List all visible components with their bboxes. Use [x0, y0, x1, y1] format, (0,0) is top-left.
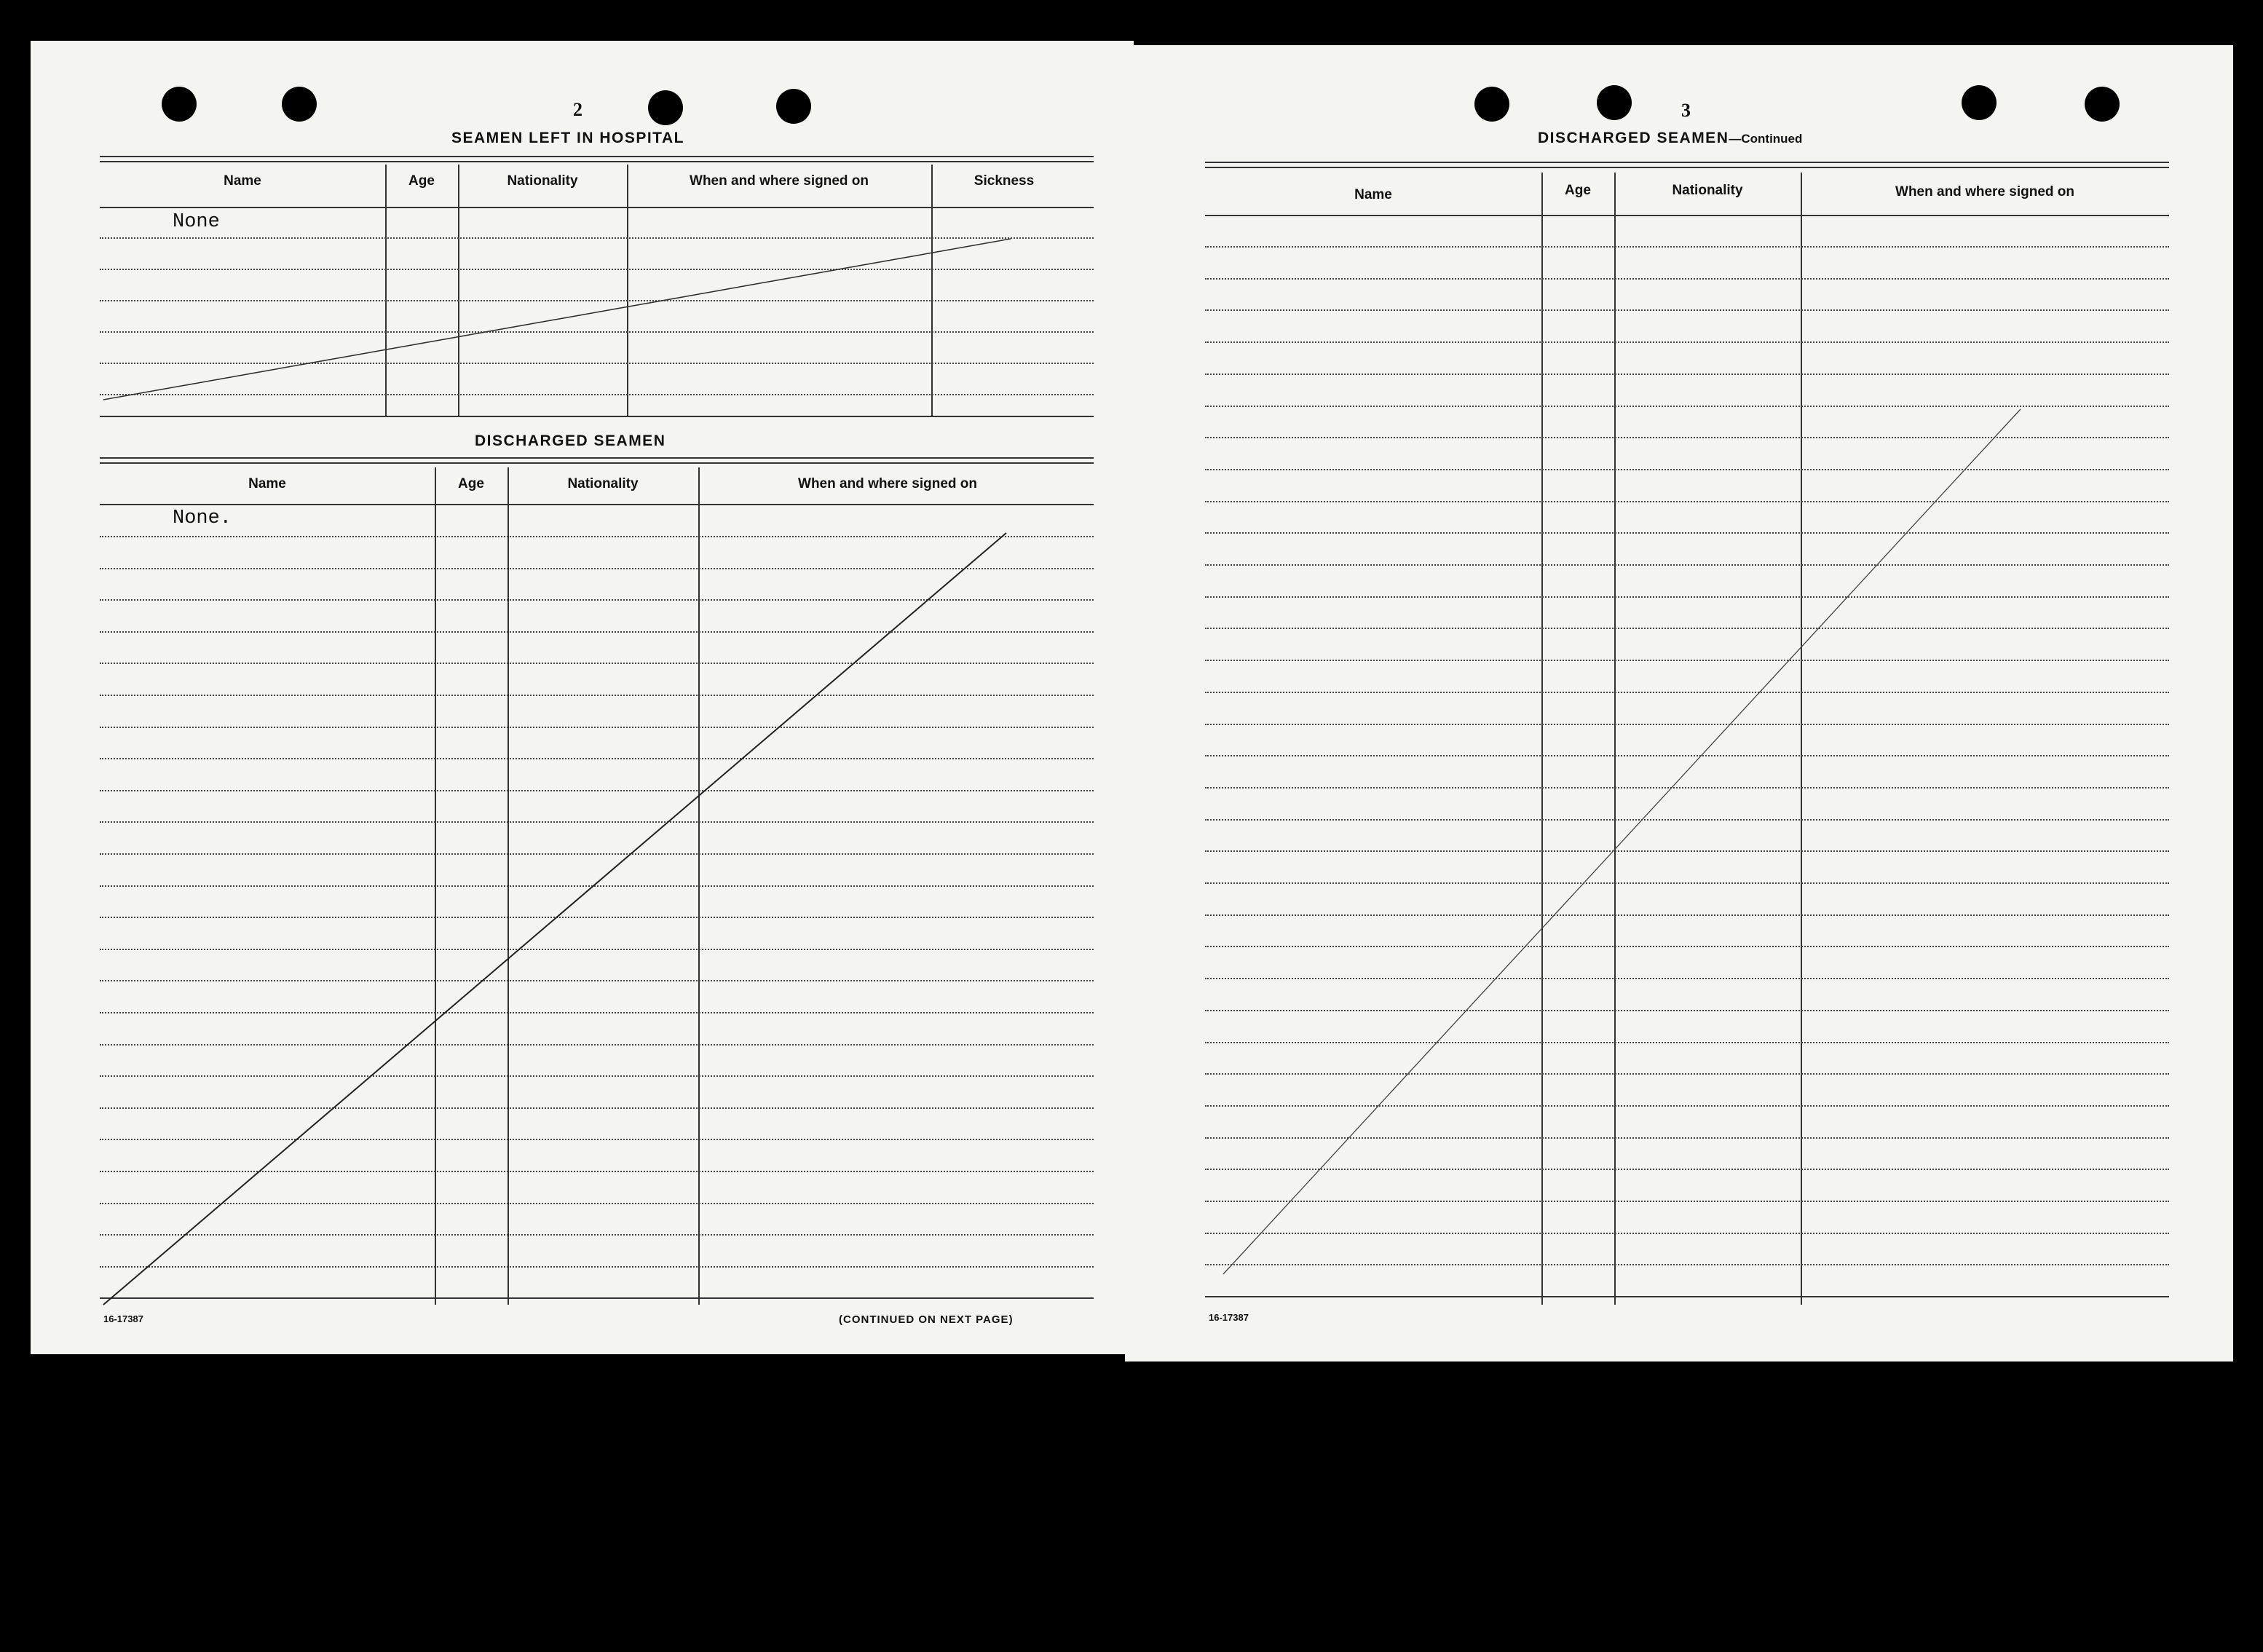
form-number: 16-17387 — [103, 1313, 143, 1324]
column-header-age: Age — [1565, 183, 1591, 198]
discharged-section-title: DISCHARGED SEAMEN — [475, 432, 666, 449]
column-header-nationality: Nationality — [567, 476, 639, 491]
column-header-signed-on: When and where signed on — [690, 173, 869, 189]
title-suffix: —Continued — [1729, 132, 1803, 146]
continued-note: (CONTINUED ON NEXT PAGE) — [839, 1313, 1014, 1326]
hospital-section-title: SEAMEN LEFT IN HOSPITAL — [451, 130, 684, 146]
column-header-sickness: Sickness — [973, 173, 1035, 189]
page-number: 2 — [573, 99, 582, 120]
strike-lines — [31, 41, 1134, 1354]
form-number: 16-17387 — [1209, 1312, 1249, 1323]
column-header-name: Name — [224, 173, 261, 189]
column-header-name: Name — [1354, 187, 1392, 202]
strike-line-continued — [1223, 409, 2021, 1274]
right-page — [1125, 45, 2233, 1361]
handwritten-entry: None — [173, 211, 220, 233]
strike-line-hospital — [103, 239, 1011, 400]
column-header-age: Age — [408, 173, 435, 189]
column-header-nationality: Nationality — [507, 173, 578, 189]
handwritten-entry: None. — [173, 507, 232, 529]
column-header-nationality: Nationality — [1672, 183, 1743, 198]
column-header-signed-on: When and where signed on — [1895, 184, 2074, 199]
column-header-signed-on: When and where signed on — [798, 476, 977, 491]
strike-lines — [1125, 45, 2233, 1361]
column-header-name: Name — [248, 476, 286, 491]
strike-line-discharged — [103, 533, 1006, 1305]
column-header-age: Age — [458, 476, 484, 491]
title-text: DISCHARGED SEAMEN — [1538, 130, 1729, 146]
page-number: 3 — [1681, 100, 1691, 121]
left-page — [31, 41, 1134, 1354]
